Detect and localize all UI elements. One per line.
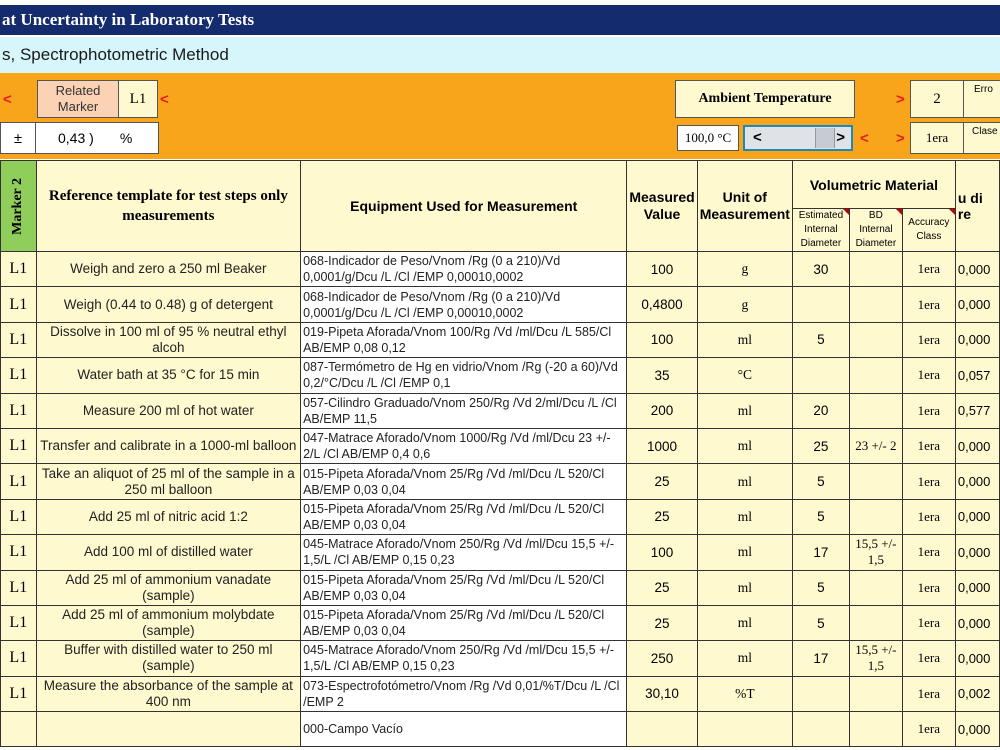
row-estimated-diameter[interactable]: 20 <box>792 393 849 428</box>
row-marker[interactable] <box>1 712 37 747</box>
row-unit[interactable]: %T <box>697 676 792 711</box>
error-label: Erro <box>963 80 1000 118</box>
row-marker[interactable]: L1 <box>1 499 37 534</box>
table-row <box>1 676 1000 711</box>
row-marker[interactable]: L1 <box>1 322 37 357</box>
row-step[interactable]: Add 25 ml of nitric acid 1:2 <box>36 499 300 534</box>
row-measured-value[interactable]: 25 <box>627 499 697 534</box>
row-uncertainty[interactable]: 0,002 <box>955 676 999 711</box>
row-accuracy-class[interactable]: 1era <box>902 570 955 605</box>
row-bd-diameter[interactable]: 15,5 +/- 1,5 <box>849 641 902 676</box>
row-step[interactable]: Add 100 ml of distilled water <box>36 535 300 570</box>
row-unit[interactable]: ml <box>697 393 792 428</box>
row-measured-value[interactable]: 200 <box>627 393 697 428</box>
row-equipment[interactable]: 073-Espectrofotómetro/Vnom /Rg /Vd 0,01/%T/Dcu /L /Cl /EMP 2 <box>301 676 627 711</box>
uncertainty-value <box>35 122 159 154</box>
class-prev-arrow[interactable]: < <box>860 130 869 147</box>
row-bd-diameter[interactable] <box>849 712 902 747</box>
row-unit[interactable]: ml <box>697 570 792 605</box>
row-equipment[interactable]: 045-Matrace Aforado/Vnom 250/Rg /Vd /ml/Dcu 15,5 +/- 1,5/L /Cl AB/EMP 0,15 0,23 <box>301 641 627 676</box>
row-measured-value[interactable]: 25 <box>627 605 697 640</box>
related-marker-label: Related Marker <box>37 80 119 118</box>
temperature-value[interactable]: 100,0 °C <box>677 125 739 151</box>
table-row <box>1 322 1000 357</box>
row-step[interactable]: Add 25 ml of ammonium molybdate (sample) <box>36 605 300 640</box>
row-unit[interactable]: ml <box>697 535 792 570</box>
unit-header: Unit of Measurement <box>697 161 792 252</box>
row-bd-diameter[interactable]: 15,5 +/- 1,5 <box>849 535 902 570</box>
row-estimated-diameter[interactable]: 5 <box>792 322 849 357</box>
accuracy-class-text: Accuracy Class <box>908 217 950 242</box>
row-uncertainty[interactable]: 0,000 <box>955 499 999 534</box>
table-row <box>1 252 1000 287</box>
row-bd-diameter[interactable] <box>849 287 902 322</box>
accuracy-class-header <box>902 209 955 252</box>
row-marker[interactable]: L1 <box>1 287 37 322</box>
table-row <box>1 535 1000 570</box>
row-step[interactable]: Weigh (0.44 to 0.48) g of detergent <box>36 287 300 322</box>
spin-thumb[interactable] <box>815 128 835 148</box>
row-accuracy-class[interactable]: 1era <box>902 712 955 747</box>
measurement-table <box>0 160 1000 747</box>
row-uncertainty[interactable]: 0,000 <box>955 605 999 640</box>
row-accuracy-class[interactable]: 1era <box>902 641 955 676</box>
ambient-temperature-label: Ambient Temperature <box>675 80 855 118</box>
row-step[interactable]: Transfer and calibrate in a 1000-ml balloon <box>36 428 300 463</box>
row-estimated-diameter[interactable]: 5 <box>792 605 849 640</box>
row-unit[interactable]: ml <box>697 464 792 499</box>
row-accuracy-class[interactable]: 1era <box>902 358 955 393</box>
row-measured-value[interactable]: 25 <box>627 570 697 605</box>
volumetric-header: Volumetric Material <box>792 161 955 209</box>
row-estimated-diameter[interactable] <box>792 358 849 393</box>
row-marker[interactable]: L1 <box>1 570 37 605</box>
row-accuracy-class[interactable]: 1era <box>902 535 955 570</box>
row-unit[interactable]: ml <box>697 499 792 534</box>
row-estimated-diameter[interactable]: 5 <box>792 499 849 534</box>
row-marker[interactable]: L1 <box>1 605 37 640</box>
row-accuracy-class[interactable]: 1era <box>902 252 955 287</box>
related-marker-value[interactable]: L1 <box>118 80 158 118</box>
row-step[interactable]: Add 25 ml of ammonium vanadate (sample) <box>36 570 300 605</box>
row-equipment[interactable]: 015-Pipeta Aforada/Vnom 25/Rg /Vd /ml/Dcu /L 520/Cl AB/EMP 0,03 0,04 <box>301 464 627 499</box>
error-next-arrow[interactable]: > <box>896 91 905 108</box>
row-accuracy-class[interactable]: 1era <box>902 605 955 640</box>
row-measured-value[interactable]: 100 <box>627 535 697 570</box>
row-bd-diameter[interactable] <box>849 570 902 605</box>
row-equipment[interactable]: 068-Indicador de Peso/Vnom /Rg (0 a 210)/Vd 0,0001/g/Dcu /L /Cl /EMP 0,00010,0002 <box>301 287 627 322</box>
marker-prev-arrow[interactable]: < <box>3 91 12 108</box>
sheet-subtitle: s, Spectrophotometric Method <box>0 37 1000 73</box>
row-bd-diameter[interactable] <box>849 676 902 711</box>
equipment-header: Equipment Used for Measurement <box>301 161 627 252</box>
table-row <box>1 499 1000 534</box>
estimated-diameter-text: Estimated Internal Diameter <box>798 210 844 249</box>
row-uncertainty[interactable]: 0,000 <box>955 322 999 357</box>
spin-right-arrow[interactable]: > <box>836 129 845 146</box>
table-row <box>1 287 1000 322</box>
table-row <box>1 358 1000 393</box>
row-equipment[interactable]: 015-Pipeta Aforada/Vnom 25/Rg /Vd /ml/Dcu /L 520/Cl AB/EMP 0,03 0,04 <box>301 499 627 534</box>
class-next-arrow[interactable]: > <box>896 130 905 147</box>
row-estimated-diameter[interactable]: 5 <box>792 570 849 605</box>
row-unit[interactable]: g <box>697 252 792 287</box>
row-bd-diameter[interactable] <box>849 322 902 357</box>
row-measured-value[interactable]: 35 <box>627 358 697 393</box>
sheet-title: at Uncertainty in Laboratory Tests <box>0 5 1000 35</box>
marker-next-arrow[interactable]: < <box>160 91 169 108</box>
row-step[interactable]: Buffer with distilled water to 250 ml (sample) <box>36 641 300 676</box>
row-uncertainty[interactable]: 0,000 <box>955 252 999 287</box>
row-step[interactable]: Dissolve in 100 ml of 95 % neutral ethyl alcoh <box>36 322 300 357</box>
row-uncertainty[interactable]: 0,000 <box>955 712 999 747</box>
row-accuracy-class[interactable]: 1era <box>902 393 955 428</box>
row-accuracy-class[interactable]: 1era <box>902 676 955 711</box>
row-unit[interactable]: °C <box>697 358 792 393</box>
percent-sign: % <box>119 130 133 146</box>
row-measured-value[interactable]: 1000 <box>627 428 697 463</box>
row-estimated-diameter[interactable]: 17 <box>792 535 849 570</box>
row-uncertainty[interactable]: 0,000 <box>955 428 999 463</box>
table-row <box>1 393 1000 428</box>
row-estimated-diameter[interactable]: 17 <box>792 641 849 676</box>
row-accuracy-class[interactable]: 1era <box>902 464 955 499</box>
row-unit[interactable]: ml <box>697 641 792 676</box>
estimated-diameter-header <box>792 209 849 252</box>
row-equipment[interactable]: 057-Cilindro Graduado/Vnom 250/Rg /Vd 2/ml/Dcu /L /Cl AB/EMP 11,5 <box>301 393 627 428</box>
row-equipment[interactable]: 019-Pipeta Aforada/Vnom 100/Rg /Vd /ml/Dcu /L 585/Cl AB/EMP 0,08 0,12 <box>301 322 627 357</box>
table-row <box>1 428 1000 463</box>
row-equipment[interactable]: 045-Matrace Aforado/Vnom 250/Rg /Vd /ml/Dcu 15,5 +/- 1,5/L /Cl AB/EMP 0,15 0,23 <box>301 535 627 570</box>
row-measured-value[interactable]: 30,10 <box>627 676 697 711</box>
row-estimated-diameter[interactable] <box>792 287 849 322</box>
bd-diameter-text: BD Internal Diameter <box>855 210 897 249</box>
row-marker[interactable]: L1 <box>1 428 37 463</box>
row-uncertainty[interactable]: 0,000 <box>955 641 999 676</box>
row-step[interactable]: Water bath at 35 °C for 15 min <box>36 358 300 393</box>
row-marker[interactable]: L1 <box>1 358 37 393</box>
row-measured-value[interactable]: 25 <box>627 464 697 499</box>
row-marker[interactable]: L1 <box>1 252 37 287</box>
measured-value-header: Measured Value <box>627 161 697 252</box>
row-bd-diameter[interactable] <box>849 393 902 428</box>
table-row <box>1 570 1000 605</box>
row-marker[interactable]: L1 <box>1 464 37 499</box>
row-bd-diameter[interactable]: 23 +/- 2 <box>849 428 902 463</box>
row-estimated-diameter[interactable] <box>792 676 849 711</box>
row-equipment[interactable]: 015-Pipeta Aforada/Vnom 25/Rg /Vd /ml/Dcu /L 520/Cl AB/EMP 0,03 0,04 <box>301 605 627 640</box>
table-row <box>1 641 1000 676</box>
row-uncertainty[interactable]: 0,000 <box>955 464 999 499</box>
row-uncertainty[interactable]: 0,000 <box>955 287 999 322</box>
row-step[interactable]: Measure 200 ml of hot water <box>36 393 300 428</box>
table-row <box>1 605 1000 640</box>
row-accuracy-class[interactable]: 1era <box>902 499 955 534</box>
comment-marker-icon <box>843 209 849 215</box>
marker2-header-text: Marker 2 <box>10 177 26 235</box>
row-equipment[interactable]: 047-Matrace Aforado/Vnom 1000/Rg /Vd /ml/Dcu 23 +/- 2/L /Cl AB/EMP 0,4 0,6 <box>301 428 627 463</box>
row-unit[interactable] <box>697 712 792 747</box>
table-row <box>1 712 1000 747</box>
row-bd-diameter[interactable] <box>849 464 902 499</box>
row-estimated-diameter[interactable] <box>792 712 849 747</box>
row-step[interactable] <box>36 712 300 747</box>
row-estimated-diameter[interactable]: 25 <box>792 428 849 463</box>
row-accuracy-class[interactable]: 1era <box>902 428 955 463</box>
row-marker[interactable]: L1 <box>1 535 37 570</box>
u-header: u di re <box>955 161 999 252</box>
comment-marker-icon <box>949 209 955 215</box>
error-count[interactable]: 2 <box>910 80 964 118</box>
reference-header: Reference template for test steps only measurements <box>36 161 300 252</box>
row-bd-diameter[interactable] <box>849 605 902 640</box>
row-step[interactable]: Weigh and zero a 250 ml Beaker <box>36 252 300 287</box>
row-measured-value[interactable]: 0,4800 <box>627 287 697 322</box>
uncertainty-number: 0,43 ) <box>58 130 94 146</box>
row-estimated-diameter[interactable]: 30 <box>792 252 849 287</box>
row-measured-value[interactable]: 100 <box>627 322 697 357</box>
marker2-header <box>1 161 37 252</box>
class-value[interactable]: 1era <box>910 122 964 154</box>
plus-minus-cell: ± <box>0 122 36 154</box>
row-equipment[interactable]: 000-Campo Vacío <box>301 712 627 747</box>
comment-marker-icon <box>896 209 902 215</box>
row-unit[interactable]: ml <box>697 605 792 640</box>
class-label: Clase <box>963 122 1000 154</box>
row-measured-value[interactable]: 100 <box>627 252 697 287</box>
bd-diameter-header <box>849 209 902 252</box>
row-equipment[interactable]: 015-Pipeta Aforada/Vnom 25/Rg /Vd /ml/Dcu /L 520/Cl AB/EMP 0,03 0,04 <box>301 570 627 605</box>
row-marker[interactable]: L1 <box>1 641 37 676</box>
row-bd-diameter[interactable] <box>849 499 902 534</box>
spin-left-arrow[interactable]: < <box>753 129 762 146</box>
row-bd-diameter[interactable] <box>849 252 902 287</box>
row-estimated-diameter[interactable]: 5 <box>792 464 849 499</box>
row-equipment[interactable]: 068-Indicador de Peso/Vnom /Rg (0 a 210)/Vd 0,0001/g/Dcu /L /Cl /EMP 0,00010,0002 <box>301 252 627 287</box>
table-row <box>1 464 1000 499</box>
row-bd-diameter[interactable] <box>849 358 902 393</box>
row-marker[interactable]: L1 <box>1 393 37 428</box>
row-step[interactable]: Take an aliquot of 25 ml of the sample in a 250 ml balloon <box>36 464 300 499</box>
row-uncertainty[interactable]: 0,000 <box>955 535 999 570</box>
row-uncertainty[interactable]: 0,000 <box>955 570 999 605</box>
row-unit[interactable]: g <box>697 287 792 322</box>
row-uncertainty[interactable]: 0,577 <box>955 393 999 428</box>
row-measured-value[interactable] <box>627 712 697 747</box>
row-marker[interactable]: L1 <box>1 676 37 711</box>
temperature-spinner[interactable] <box>743 125 853 151</box>
row-equipment[interactable]: 087-Termómetro de Hg en vidrio/Vnom /Rg (-20 a 60)/Vd 0,2/°C/Dcu /L /Cl /EMP 0,1 <box>301 358 627 393</box>
row-accuracy-class[interactable]: 1era <box>902 322 955 357</box>
row-unit[interactable]: ml <box>697 428 792 463</box>
row-unit[interactable]: ml <box>697 322 792 357</box>
row-step[interactable]: Measure the absorbance of the sample at 400 nm <box>36 676 300 711</box>
row-uncertainty[interactable]: 0,057 <box>955 358 999 393</box>
row-accuracy-class[interactable]: 1era <box>902 287 955 322</box>
row-measured-value[interactable]: 250 <box>627 641 697 676</box>
